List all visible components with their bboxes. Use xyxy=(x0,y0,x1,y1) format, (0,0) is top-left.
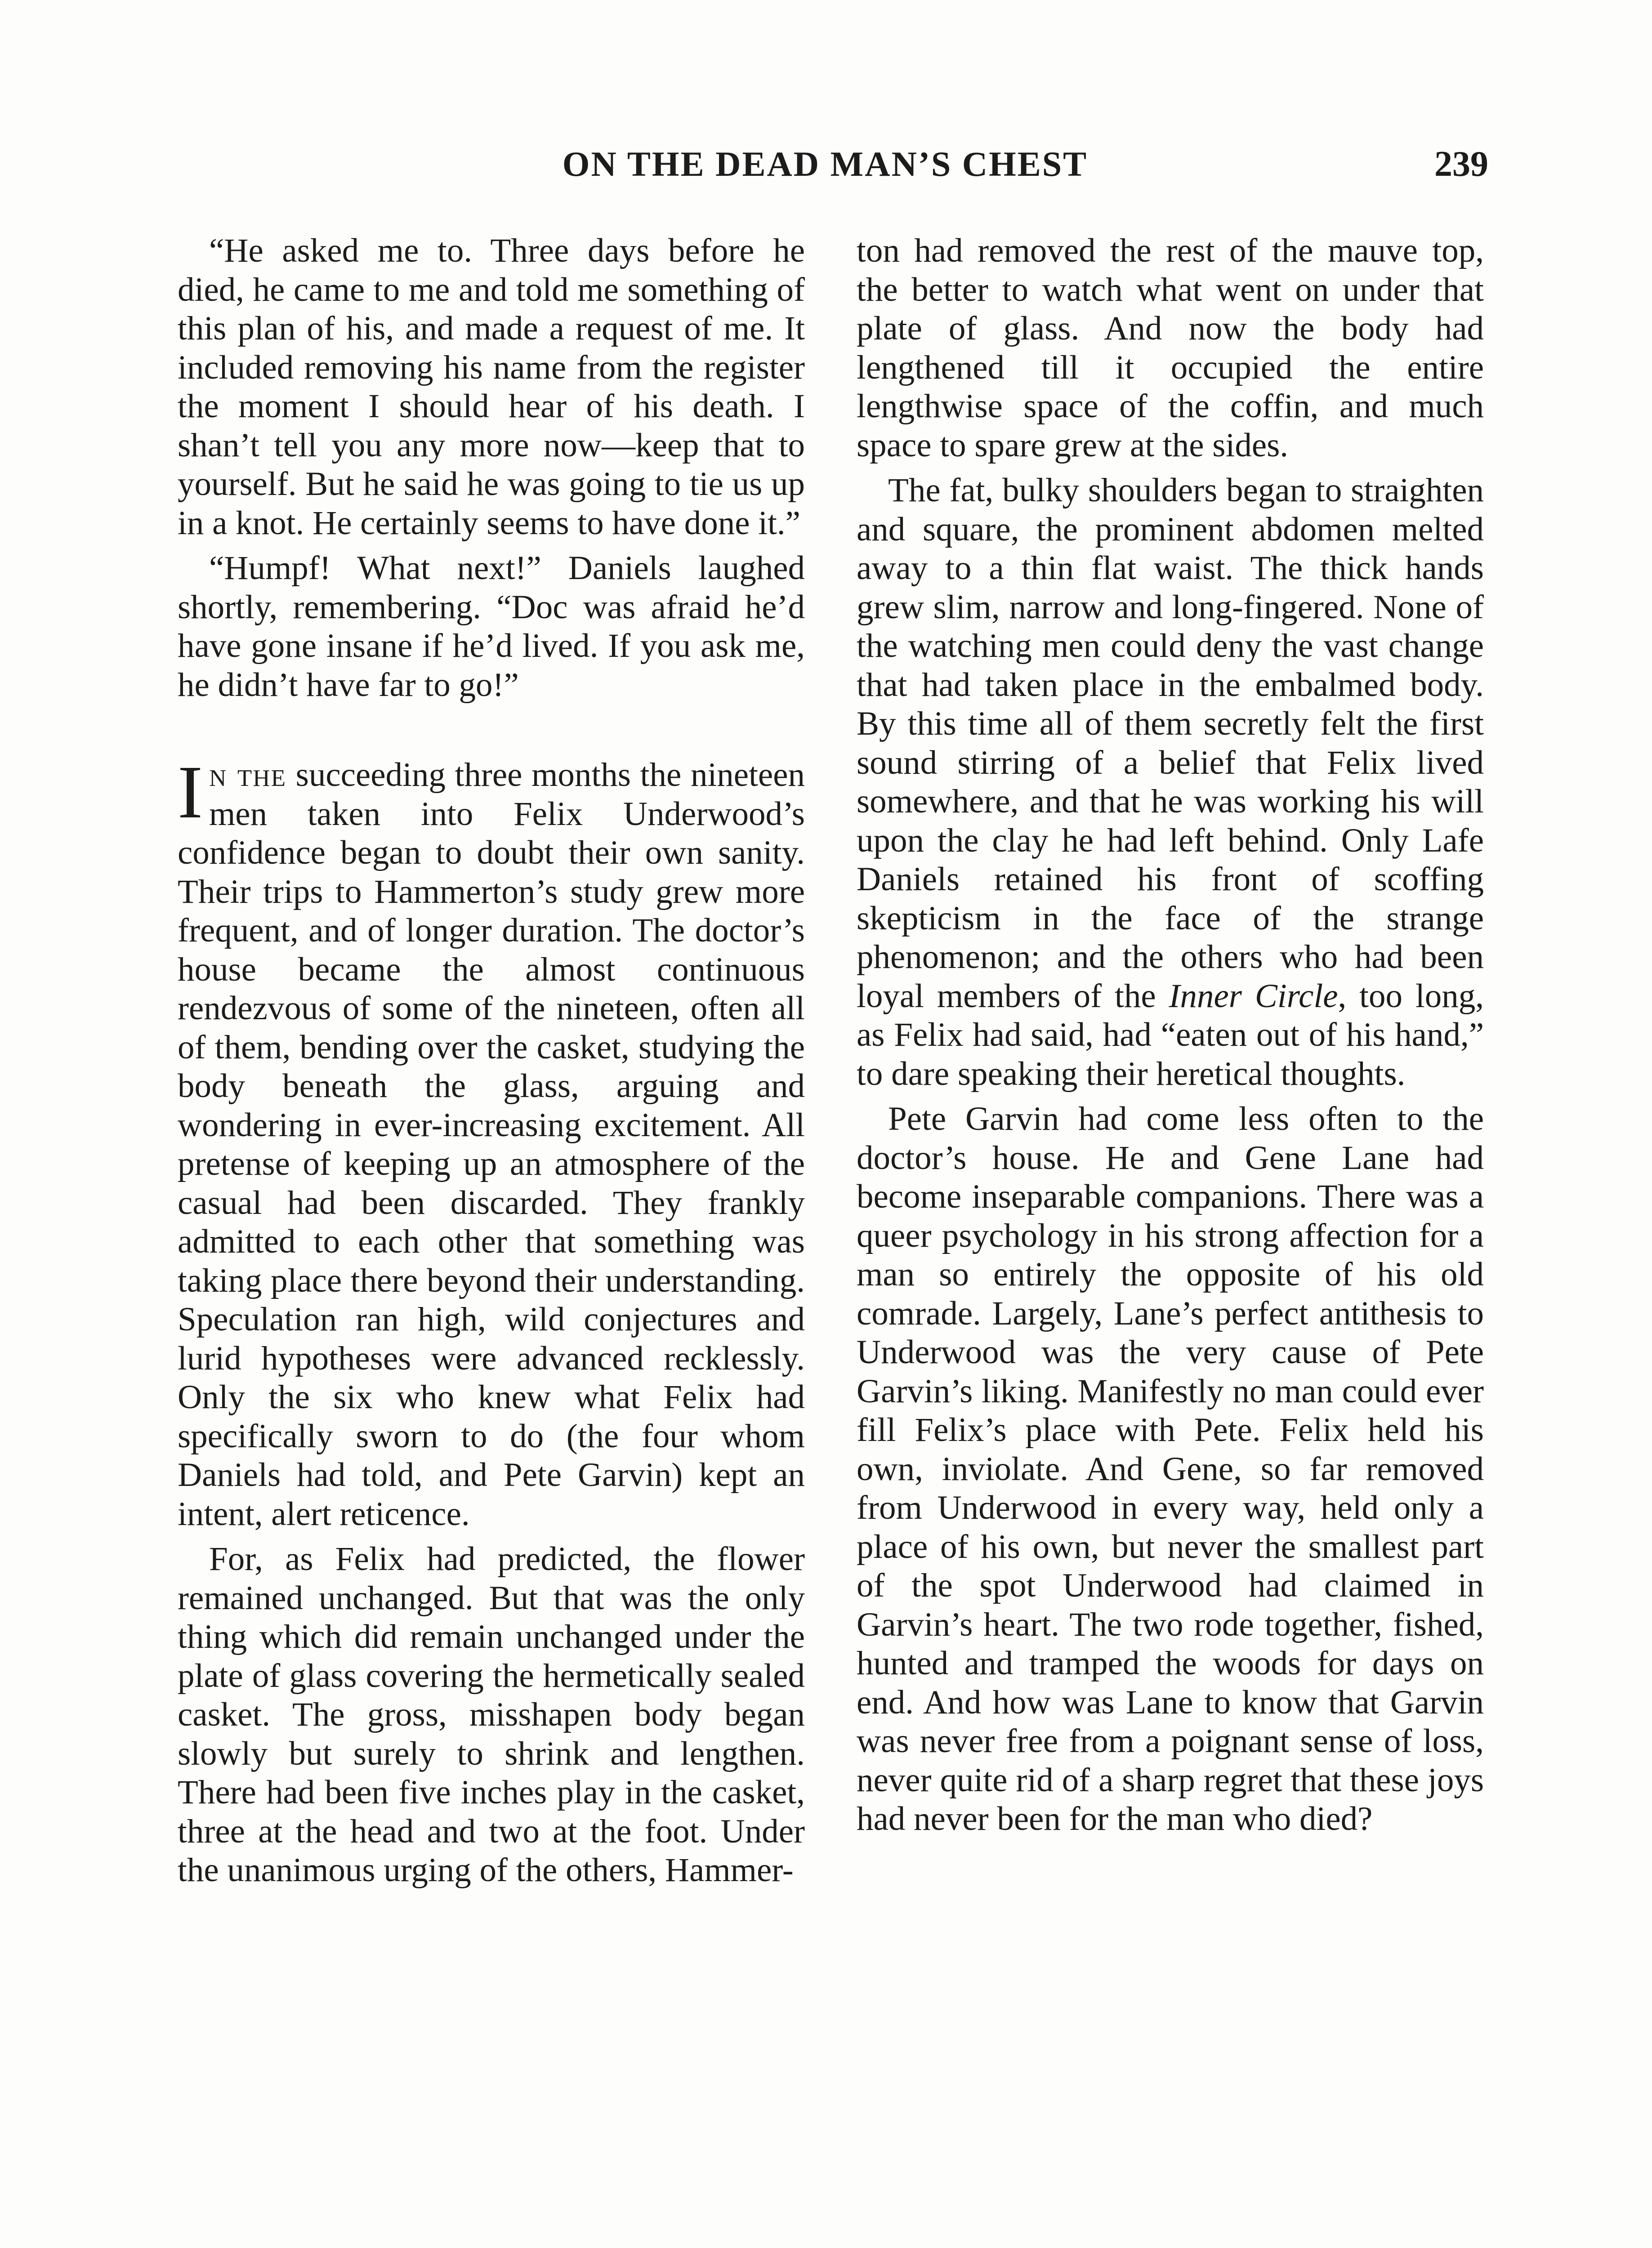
paragraph-continued: ton had removed the rest of the mauve top, the better to watch what went on under that plate of glass. And now the body had lengthened till it occupied the entire lengthwise space of the coffin, and much space to spare grew at the sides. xyxy=(857,232,1484,464)
paragraph-text: The fat, bulky shoulders began to straighten and square, the prominent abdomen melted away to a thin flat waist. The thick hands grew slim, narrow and long-fingered. None of the watching men could deny the vast change that had taken place in the embalmed body. By this time all of them secretly felt the first sound stirring of a belief that Felix lived somewhere, and that he was working his will upon the clay he had left behind. Only Lafe Daniels retained his front of scoffing skepticism in the face of the strange phenomenon; and the others who had been loyal members of the xyxy=(857,472,1484,1015)
paragraph xyxy=(857,471,1484,1093)
section-break xyxy=(178,711,805,756)
left-column xyxy=(178,232,805,1896)
paragraph: “Humpf! What next!” Daniels laughed shortly, remembering. “Doc was afraid he’d have gone insane if he’d lived. If you ask me, he didn’t have far to go!” xyxy=(178,549,805,704)
paragraph-drop-cap xyxy=(178,750,805,1534)
drop-cap: I xyxy=(178,750,203,834)
running-title: ON THE DEAD MAN’S CHEST xyxy=(562,144,1088,183)
paragraph-text: , too long, as Felix had said, had “eaten out of his hand,” to dare speaking their heretical thoughts. xyxy=(857,977,1484,1093)
paragraph-text: succeeding three months the nineteen men taken into Felix Underwood’s confidence began to doubt their own sanity. Their trips to Hammerton’s study grew more frequent, and of longer duration. The doctor’s house became the almost continuous rendezvous of some of the nineteen, often all of them, bending over the casket, studying the body beneath the glass, arguing and wondering in ever-increasing excitement. All pretense of keeping up an atmosphere of the casual had been discarded. They frankly admitted to each other that something was taking place there beyond their understanding. Speculation ran high, wild conjectures and lurid hypotheses were advanced recklessly. Only the six who knew what Felix had specifically sworn to do (the four whom Daniels had told, and Pete Garvin) kept an intent, alert reticence. xyxy=(178,756,805,1533)
page-header xyxy=(162,144,1488,193)
paragraph: For, as Felix had predicted, the flower remained unchanged. But that was the only thing which did remain unchanged under the plate of glass covering the hermetically sealed casket. The gross, misshapen body began slowly but surely to shrink and lengthen. There had been five inches play in the casket, three at the head and two at the foot. Under the unanimous urging of the others, Hammer- xyxy=(178,1540,805,1889)
right-column xyxy=(857,232,1484,1845)
page-number: 239 xyxy=(1434,144,1488,184)
paragraph: Pete Garvin had come less often to the doctor’s house. He and Gene Lane had become inseparable companions. There was a queer psychology in his strong affection for a man so entirely the opposite of his old comrade. Largely, Lane’s perfect antithesis to Underwood was the very cause of Pete Garvin’s liking. Manifestly no man could ever fill Felix’s place with Pete. Felix held his own, inviolate. And Gene, so far removed from Underwood in every way, held only a place of his own, but never the smallest part of the spot Underwood had claimed in Garvin’s heart. The two rode together, fished, hunted and tramped the woods for days on end. And how was Lane to know that Garvin was never free from a poignant sense of loss, never quite rid of a sharp regret that these joys had never been for the man who died? xyxy=(857,1100,1484,1838)
paragraph: “He asked me to. Three days before he died, he came to me and told me something of this plan of his, and made a request of me. It included removing his name from the register the moment I should hear of his death. I shan’t tell you any more now—keep that to yourself. But he said he was going to tie us up in a knot. He certainly seems to have done it.” xyxy=(178,232,805,542)
italic-title: Inner Circle xyxy=(1169,977,1338,1015)
small-caps-lead: n the xyxy=(209,756,286,794)
